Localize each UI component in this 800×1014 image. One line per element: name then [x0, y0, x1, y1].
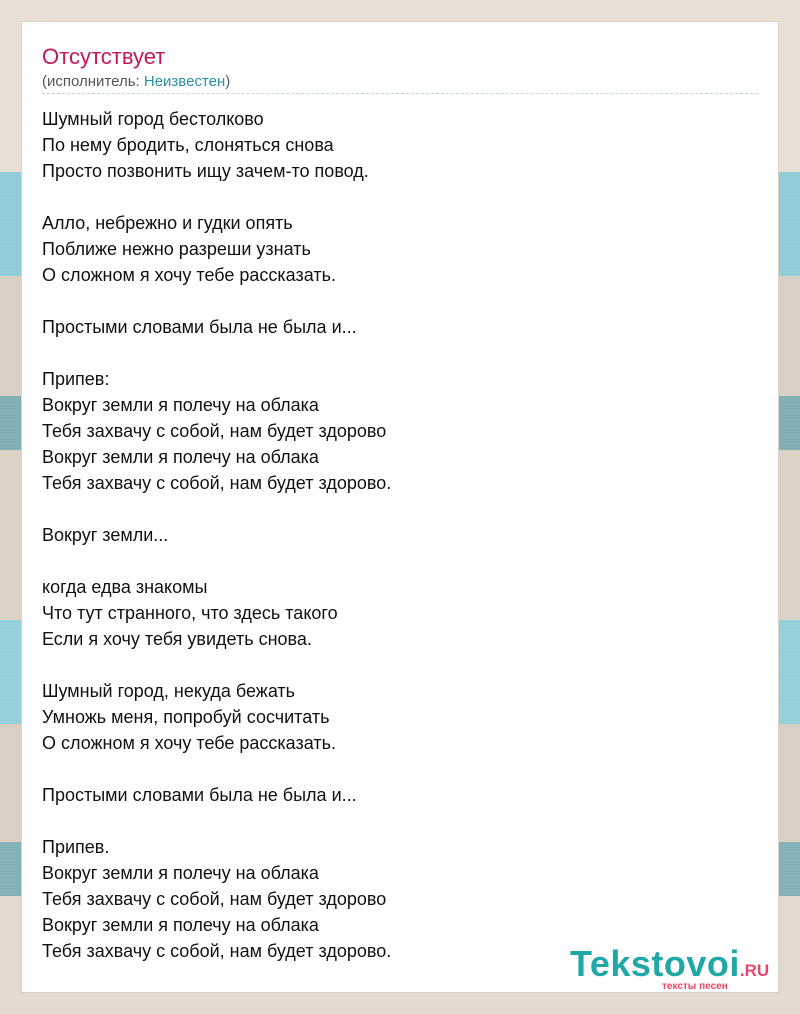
- lyrics-line: Простыми словами была не была и...: [42, 317, 357, 337]
- lyrics-line: Припев:: [42, 369, 110, 389]
- lyrics-line: Тебя захвачу с собой, нам будет здорово: [42, 421, 387, 441]
- lyrics-line: Тебя захвачу с собой, нам будет здорово.: [42, 473, 392, 493]
- lyrics-blank-line: [42, 756, 758, 782]
- artist-suffix: ): [225, 73, 231, 90]
- title-divider: [42, 93, 758, 94]
- artist-prefix: (исполнитель:: [42, 73, 144, 90]
- lyrics-line: Вокруг земли я полечу на облака: [42, 447, 319, 467]
- lyrics-blank-line: [42, 496, 758, 522]
- artist-link[interactable]: Неизвестен: [143, 73, 226, 90]
- lyrics-line: О сложном я хочу тебе рассказать.: [42, 733, 336, 753]
- song-title: Отсутствует: [42, 44, 166, 69]
- lyrics-blank-line: [42, 184, 758, 210]
- lyrics-blank-line: [42, 340, 758, 366]
- lyrics-line: Что тут странного, что здесь такого: [42, 603, 338, 623]
- lyrics-line: О сложном я хочу тебе рассказать.: [42, 265, 336, 285]
- lyrics-line: Тебя захвачу с собой, нам будет здорово: [42, 889, 387, 909]
- artist-line: [42, 73, 230, 91]
- lyrics-line: Тебя захвачу с собой, нам будет здорово.: [42, 941, 392, 961]
- lyrics-blank-line: [42, 548, 758, 574]
- logo-tagline: тексты песен: [662, 981, 728, 992]
- lyrics-line: Просто позвонить ищу зачем-то повод.: [42, 161, 369, 181]
- lyrics-blank-line: [42, 288, 758, 314]
- lyrics-text: [42, 106, 758, 964]
- lyrics-line: Вокруг земли я полечу на облака: [42, 915, 319, 935]
- lyrics-line: Простыми словами была не была и...: [42, 785, 357, 805]
- lyrics-line: Умножь меня, попробуй сосчитать: [42, 707, 330, 727]
- lyrics-line: Вокруг земли...: [42, 525, 169, 545]
- lyrics-line: Алло, небрежно и гудки опять: [42, 213, 293, 233]
- lyrics-line: Припев.: [42, 837, 110, 857]
- lyrics-line: Вокруг земли я полечу на облака: [42, 863, 319, 883]
- lyrics-card: [22, 22, 778, 992]
- lyrics-line: когда едва знакомы: [42, 577, 208, 597]
- lyrics-line: Шумный город, некуда бежать: [42, 681, 296, 701]
- lyrics-blank-line: [42, 808, 758, 834]
- lyrics-line: Если я хочу тебя увидеть снова.: [42, 629, 312, 649]
- lyrics-line: По нему бродить, слоняться снова: [42, 135, 334, 155]
- lyrics-line: Шумный город бестолково: [42, 109, 264, 129]
- lyrics-line: Вокруг земли я полечу на облака: [42, 395, 319, 415]
- site-logo[interactable]: [570, 944, 780, 994]
- lyrics-blank-line: [42, 652, 758, 678]
- lyrics-line: Поближе нежно разреши узнать: [42, 239, 311, 259]
- logo-name: Tekstovoi: [570, 943, 740, 984]
- logo-tld: .RU: [739, 961, 770, 980]
